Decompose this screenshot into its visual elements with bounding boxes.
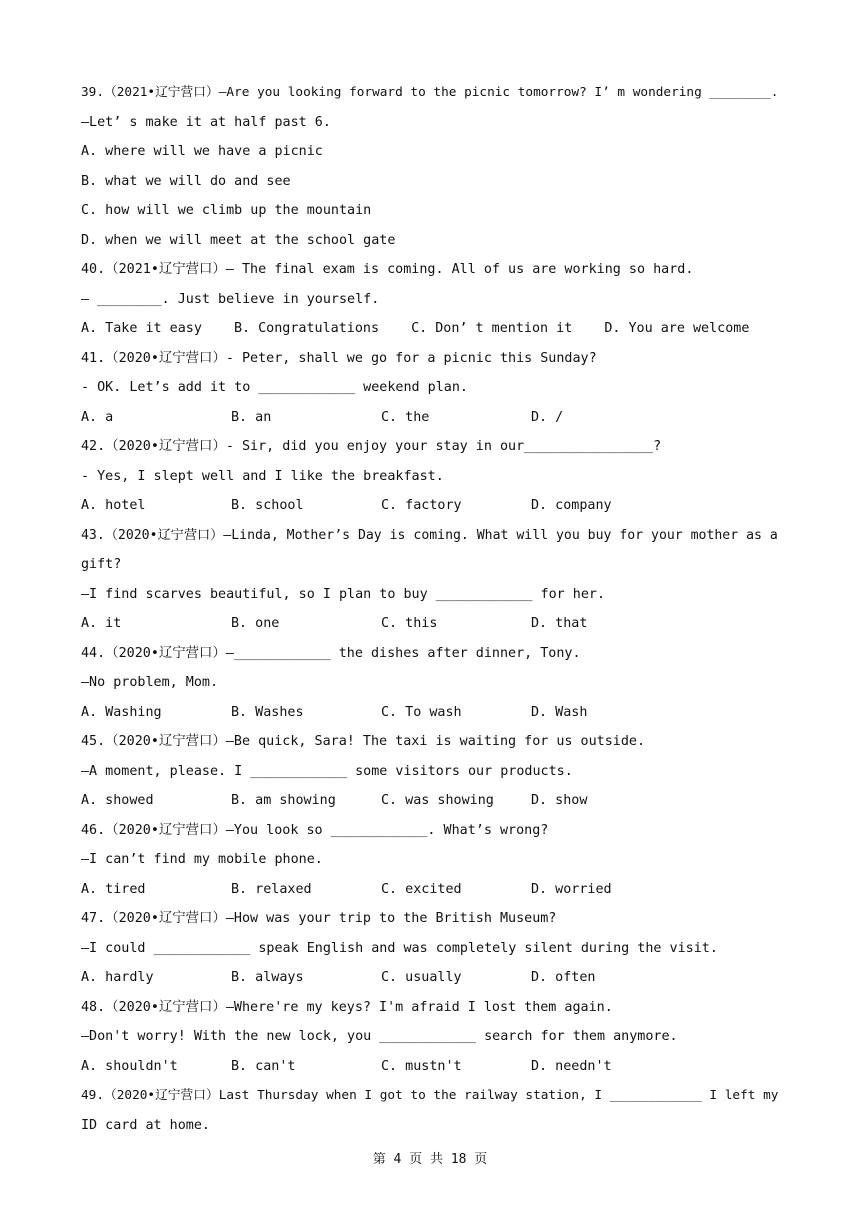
answer-option: C. how will we climb up the mountain bbox=[81, 203, 372, 218]
question-line: —I can’t find my mobile phone. bbox=[81, 852, 323, 867]
question-block bbox=[81, 432, 781, 521]
question-stem: 40.（2021•辽宁营口）— The final exam is coming. All of us are working so hard. bbox=[81, 262, 694, 277]
answer-option: D. often bbox=[531, 970, 596, 985]
answer-option: D. that bbox=[531, 616, 588, 631]
question-stem: 48.（2020•辽宁营口）—Where're my keys? I'm afraid I lost them again. bbox=[81, 999, 613, 1015]
question-stem: 46.（2020•辽宁营口）—You look so ____________. What’s wrong? bbox=[81, 822, 549, 838]
question-block bbox=[81, 344, 781, 433]
answer-option: D. worried bbox=[531, 881, 612, 897]
answer-option: C. To wash bbox=[381, 704, 462, 720]
answer-options-row bbox=[81, 875, 781, 905]
question-stem: 39.（2021•辽宁营口）—Are you looking forward to the picnic tomorrow? I’ m wondering ________. bbox=[81, 85, 779, 100]
question-block bbox=[81, 1081, 781, 1140]
question-line: —Let’ s make it at half past 6. bbox=[81, 114, 331, 130]
answer-option: B. one bbox=[231, 616, 280, 631]
question-block bbox=[81, 727, 781, 816]
answer-option: D. needn't bbox=[531, 1058, 612, 1074]
answer-option: A. hotel bbox=[81, 498, 146, 513]
question-line: ID card at home. bbox=[81, 1117, 210, 1133]
answer-option: A. shouldn't bbox=[81, 1058, 178, 1074]
answer-options-row bbox=[81, 786, 781, 816]
question-line: —I could ____________ speak English and was completely silent during the visit. bbox=[81, 940, 718, 956]
question-block bbox=[81, 816, 781, 905]
answer-options-row bbox=[81, 403, 781, 433]
answer-options-row bbox=[81, 698, 781, 728]
answer-option: A. Take it easy bbox=[81, 321, 202, 336]
question-stem: 43.（2020•辽宁营口）—Linda, Mother’s Day is coming. What will you buy for your mother as a bbox=[81, 527, 778, 543]
question-stem: 49.（2020•辽宁营口）Last Thursday when I got to the railway station, I ____________ I left my bbox=[81, 1088, 779, 1103]
answer-option: B. relaxed bbox=[231, 881, 312, 897]
answer-option: B. what we will do and see bbox=[81, 173, 291, 189]
question-block bbox=[81, 904, 781, 993]
page-footer: 第 4 页 共 18 页 bbox=[372, 1152, 488, 1167]
answer-option: D. when we will meet at the school gate bbox=[81, 232, 396, 248]
answer-option: B. always bbox=[231, 970, 304, 985]
answer-option: B. Washes bbox=[231, 704, 304, 720]
question-stem: 44.（2020•辽宁营口）—____________ the dishes after dinner, Tony. bbox=[81, 645, 581, 661]
answer-option: C. factory bbox=[381, 498, 462, 513]
question-stem: 45.（2020•辽宁营口）—Be quick, Sara! The taxi is waiting for us outside. bbox=[81, 734, 646, 749]
answer-option: A. hardly bbox=[81, 970, 154, 985]
question-line: —I find scarves beautiful, so I plan to buy ____________ for her. bbox=[81, 586, 606, 602]
question-line: - Yes, I slept well and I like the breakfast. bbox=[81, 468, 444, 484]
question-line: — ________. Just believe in yourself. bbox=[81, 291, 380, 307]
answer-option: B. can't bbox=[231, 1058, 296, 1074]
answer-option: B. school bbox=[231, 498, 304, 513]
answer-option: C. usually bbox=[381, 970, 462, 985]
question-block bbox=[81, 639, 781, 728]
answer-option: C. Don’ t mention it bbox=[411, 321, 573, 336]
question-line: —No problem, Mom. bbox=[81, 675, 219, 690]
answer-options-row bbox=[81, 314, 781, 344]
answer-option: B. Congratulations bbox=[233, 321, 380, 336]
answer-option: C. was showing bbox=[381, 793, 494, 808]
answer-option: A. showed bbox=[81, 793, 154, 808]
answer-option: A. a bbox=[81, 409, 114, 425]
answer-option: B. am showing bbox=[231, 793, 336, 808]
question-line: - OK. Let’s add it to ____________ weekend plan. bbox=[81, 380, 468, 395]
answer-option: C. this bbox=[381, 616, 438, 631]
answer-options-row bbox=[81, 1052, 781, 1082]
answer-option: C. mustn't bbox=[381, 1058, 462, 1074]
answer-option: A. tired bbox=[81, 881, 146, 897]
question-block bbox=[81, 255, 781, 344]
answer-option: C. excited bbox=[381, 881, 462, 897]
question-line: —A moment, please. I ____________ some visitors our products. bbox=[81, 763, 573, 779]
question-list bbox=[81, 78, 781, 1140]
answer-option: A. it bbox=[81, 616, 122, 631]
question-stem: 47.（2020•辽宁营口）—How was your trip to the British Museum? bbox=[81, 911, 557, 926]
question-block bbox=[81, 78, 781, 255]
answer-option: C. the bbox=[381, 409, 430, 425]
question-stem: 42.（2020•辽宁营口）- Sir, did you enjoy your stay in our________________? bbox=[81, 439, 662, 454]
answer-option: D. / bbox=[531, 409, 564, 425]
question-block bbox=[81, 993, 781, 1082]
question-line: —Don't worry! With the new lock, you ____________ search for them anymore. bbox=[81, 1029, 678, 1044]
question-block bbox=[81, 521, 781, 639]
answer-option: D. show bbox=[531, 793, 588, 808]
answer-option: D. You are welcome bbox=[604, 321, 750, 336]
answer-options-row bbox=[81, 963, 781, 993]
answer-option: D. Wash bbox=[531, 704, 588, 720]
question-line: gift? bbox=[81, 557, 122, 572]
answer-option: D. company bbox=[531, 498, 612, 513]
answer-option: A. where will we have a picnic bbox=[81, 144, 323, 159]
answer-option: A. Washing bbox=[81, 704, 162, 720]
question-stem: 41.（2020•辽宁营口）- Peter, shall we go for a picnic this Sunday? bbox=[81, 350, 597, 366]
answer-options-row bbox=[81, 609, 781, 639]
answer-options-row bbox=[81, 491, 781, 521]
answer-option: B. an bbox=[231, 409, 272, 425]
